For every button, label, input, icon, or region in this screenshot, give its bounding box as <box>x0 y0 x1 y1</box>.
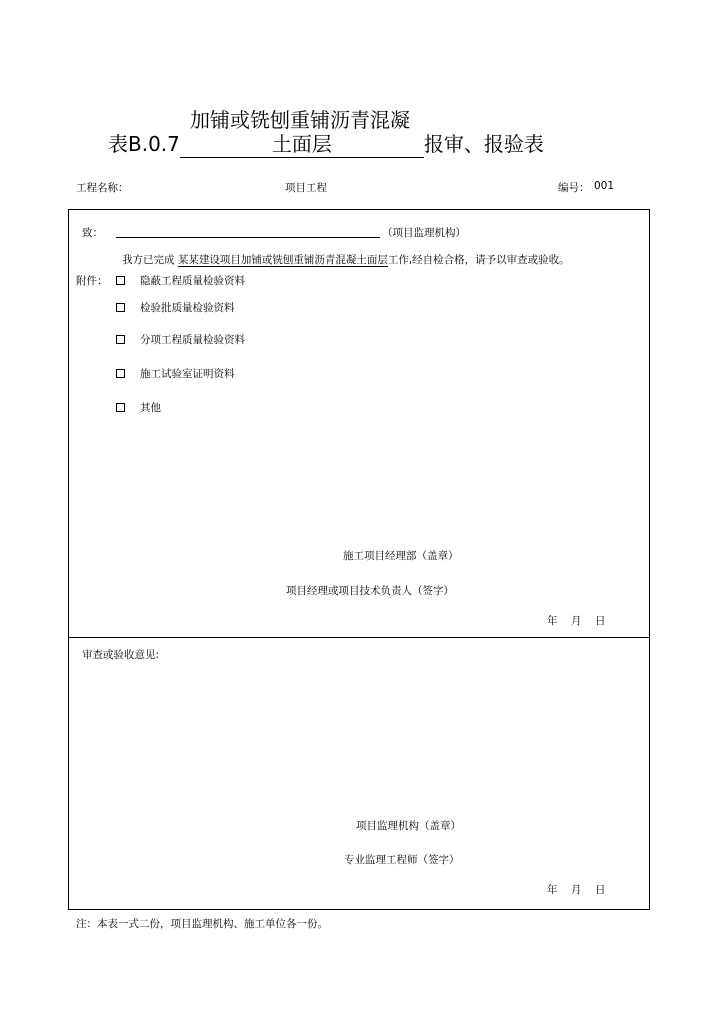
attachment-item[interactable] <box>116 300 235 315</box>
section-divider <box>68 637 650 638</box>
attachment-label: 其他 <box>140 402 161 414</box>
attachment-item[interactable] <box>116 400 161 415</box>
checkbox[interactable] <box>116 335 125 344</box>
attachment-label: 施工试验室证明资料 <box>140 368 235 380</box>
attachment-label: 隐蔽工程质量检验资料 <box>140 275 245 287</box>
contractor-dept-seal: 施工项目经理部（盖章） <box>343 550 459 562</box>
title-fill-text: 土面层 <box>271 132 332 156</box>
engineer-signature: 专业监理工程师（签字） <box>344 854 460 866</box>
attachment-label: 分项工程质量检验资料 <box>140 334 245 346</box>
form-title-suffix: 报审、报验表 <box>423 132 544 156</box>
supervisor-org-seal: 项目监理机构（盖章） <box>356 820 461 832</box>
supervisor-org-suffix: （项目监理机构） <box>382 227 466 239</box>
project-name-label: 工程名称： <box>76 182 129 194</box>
form-no-value: 001 <box>594 180 615 192</box>
date-month: 月 <box>571 884 582 896</box>
date-year: 年 <box>547 615 558 627</box>
project-name-value: 项目工程 <box>285 182 327 194</box>
attachment-item[interactable] <box>116 332 245 347</box>
footer-note: 注：本表一式二份，项目监理机构、施工单位各一份。 <box>76 918 328 930</box>
checkbox[interactable] <box>116 303 125 312</box>
checkbox[interactable] <box>116 276 125 285</box>
checkbox[interactable] <box>116 403 125 412</box>
attachment-label: 检验批质量检验资料 <box>140 302 235 314</box>
date-year: 年 <box>547 884 558 896</box>
project-manager-signature: 项目经理或项目技术负责人（签字） <box>286 585 454 597</box>
intro-text: 我方已完成 <box>122 254 175 266</box>
form-title-line1: 加铺或铣刨重铺沥青混凝 <box>190 108 410 132</box>
date-month: 月 <box>571 615 582 627</box>
title-fill-blank <box>180 128 424 158</box>
date-day: 日 <box>595 615 606 627</box>
attachment-item[interactable] <box>116 273 245 288</box>
completion-statement <box>122 252 570 267</box>
date-day: 日 <box>595 884 606 896</box>
work-name: 某某建设项目加铺或铣刨重铺沥青混凝土面层 <box>177 254 388 266</box>
to-label: 致： <box>82 227 103 239</box>
attachment-item[interactable] <box>116 366 235 381</box>
review-opinion-label: 审查或验收意见: <box>82 649 160 661</box>
intro-tail: 工作,经自检合格，请予以审查或验收。 <box>387 254 570 266</box>
form-title-line2 <box>108 128 544 158</box>
form-no-label: 编号： <box>558 182 590 194</box>
checkbox[interactable] <box>116 369 125 378</box>
form-number: 表B.0.7 <box>108 132 180 156</box>
attachments-label: 附件： <box>76 275 108 287</box>
recipient-blank-line[interactable] <box>116 237 380 238</box>
